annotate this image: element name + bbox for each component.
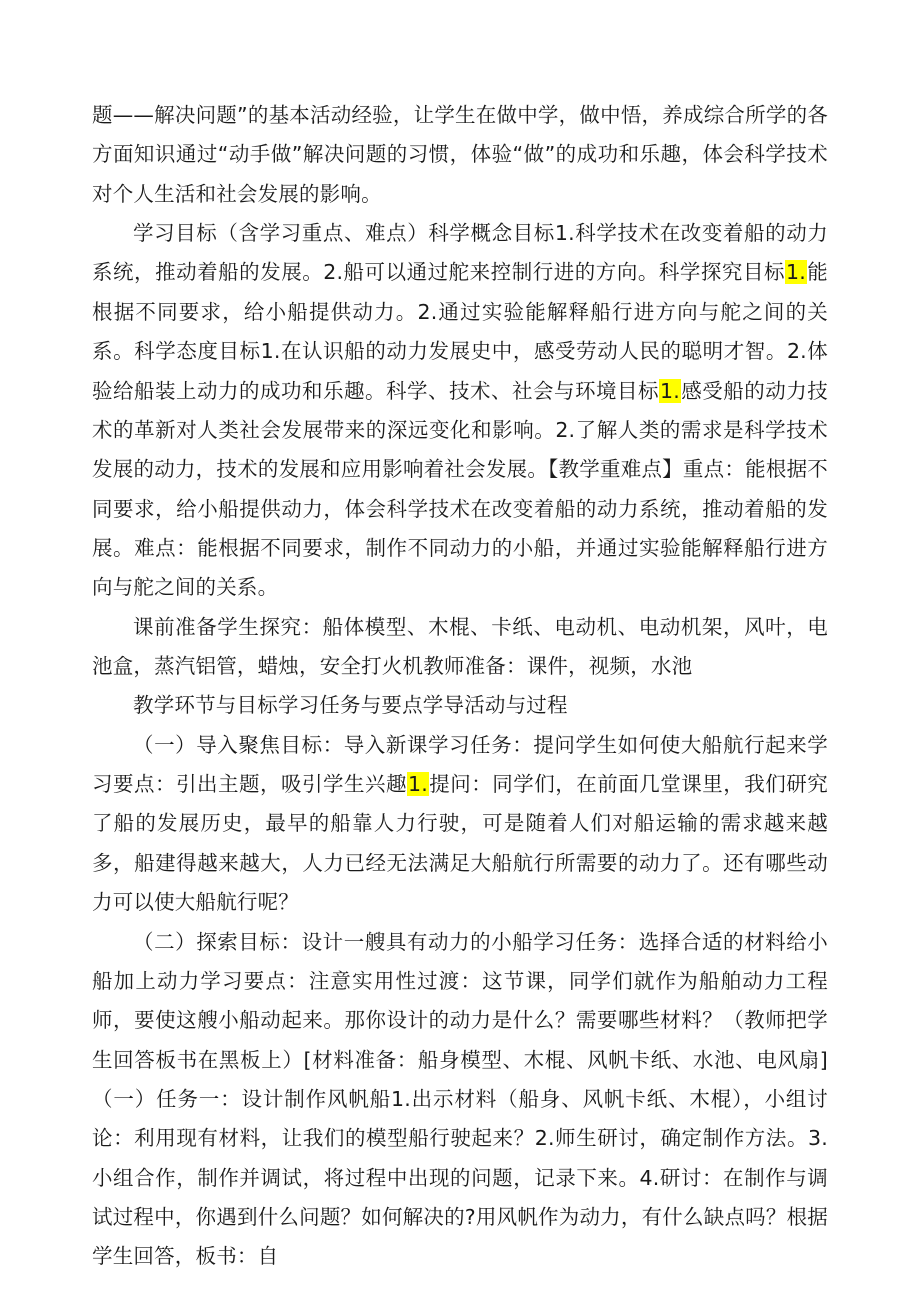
paragraph [92, 686, 828, 725]
paragraph [92, 608, 828, 687]
paragraph [92, 214, 828, 608]
highlighted-text: 1. [786, 260, 806, 285]
highlighted-text: 1. [408, 772, 428, 797]
highlighted-text: 1. [660, 378, 680, 403]
text-run: 教学环节与目标学习任务与要点学导活动与过程 [133, 693, 568, 718]
paragraph [92, 96, 828, 214]
text-run: 课前准备学生探究：船体模型、木棍、卡纸、电动机、电动机架，风叶，电池盒，蒸汽铝管，蜡烛，安全打火机教师准备：课件，视频，水池 [92, 614, 828, 679]
text-run: 能根据不同要求，给小船提供动力。2.通过实验能解释船行进方向与舵之间的关系。科学态度目标1.在认识船的动力发展史中，感受劳动人民的聪明才智。2.体验给船装上动力的成功和乐趣。科学、技术、社会与环境目标 [92, 260, 829, 403]
text-run: 感受船的动力技术的革新对人类社会发展带来的深远变化和影响。2.了解人类的需求是科学技术发展的动力，技术的发展和应用影响着社会发展。【教学重难点】重点：能根据不同要求，给小船提供动力，体会科学技术在改变着船的动力系统，推动着船的发展。难点：能根据不同要求，制作不同动力的小船，并通过实验能解释船行进方向与舵之间的关系。 [92, 378, 828, 600]
text-run: （一）导入聚焦目标：导入新课学习任务：提问学生如何使大船航行起来学习要点：引出主题，吸引学生兴趣 [92, 732, 828, 797]
paragraph [92, 726, 828, 923]
text-run: 学习目标（含学习重点、难点）科学概念目标1.科学技术在改变着船的动力系统，推动着船的发展。2.船可以通过舵来控制行进的方向。科学探究目标 [92, 221, 828, 285]
text-run: 题——解决问题”的基本活动经验，让学生在做中学，做中悟，养成综合所学的各方面知识通过“动手做”解决问题的习惯，体验“做”的成功和乐趣，体会科学技术对个人生活和社会发展的影响。 [92, 103, 828, 206]
text-run: 提问：同学们，在前面几堂课里，我们研究了船的发展历史，最早的船靠人力行驶，可是随着人们对船运输的需求越来越多，船建得越来越大，人力已经无法满足大船航行所需要的动力了。还有哪些动力可以使大船航行呢？ [92, 772, 828, 915]
paragraph [92, 923, 828, 1277]
document-body [92, 96, 828, 1277]
text-run: （二）探索目标：设计一艘具有动力的小船学习任务：选择合适的材料给小船加上动力学习要点：注意实用性过渡：这节课，同学们就作为船舶动力工程师，要使这艘小船动起来。那你设计的动力是什么？需要哪些材料？（教师把学生回答板书在黑板上）[材料准备：船身模型、木棍、风帆卡纸、水池、电风扇]（一）任务一：设计制作风帆船1.出示材料（船身、风帆卡纸、木棍），小组讨论：利用现有材料，让我们的模型船行驶起来？2.师生研讨，确定制作方法。3.小组合作，制作并调试，将过程中出现的问题，记录下来。4.研讨：在制作与调试过程中，你遇到什么问题？如何解决的?用风帆作为动力，有什么缺点吗？根据学生回答，板书：自 [92, 929, 828, 1269]
